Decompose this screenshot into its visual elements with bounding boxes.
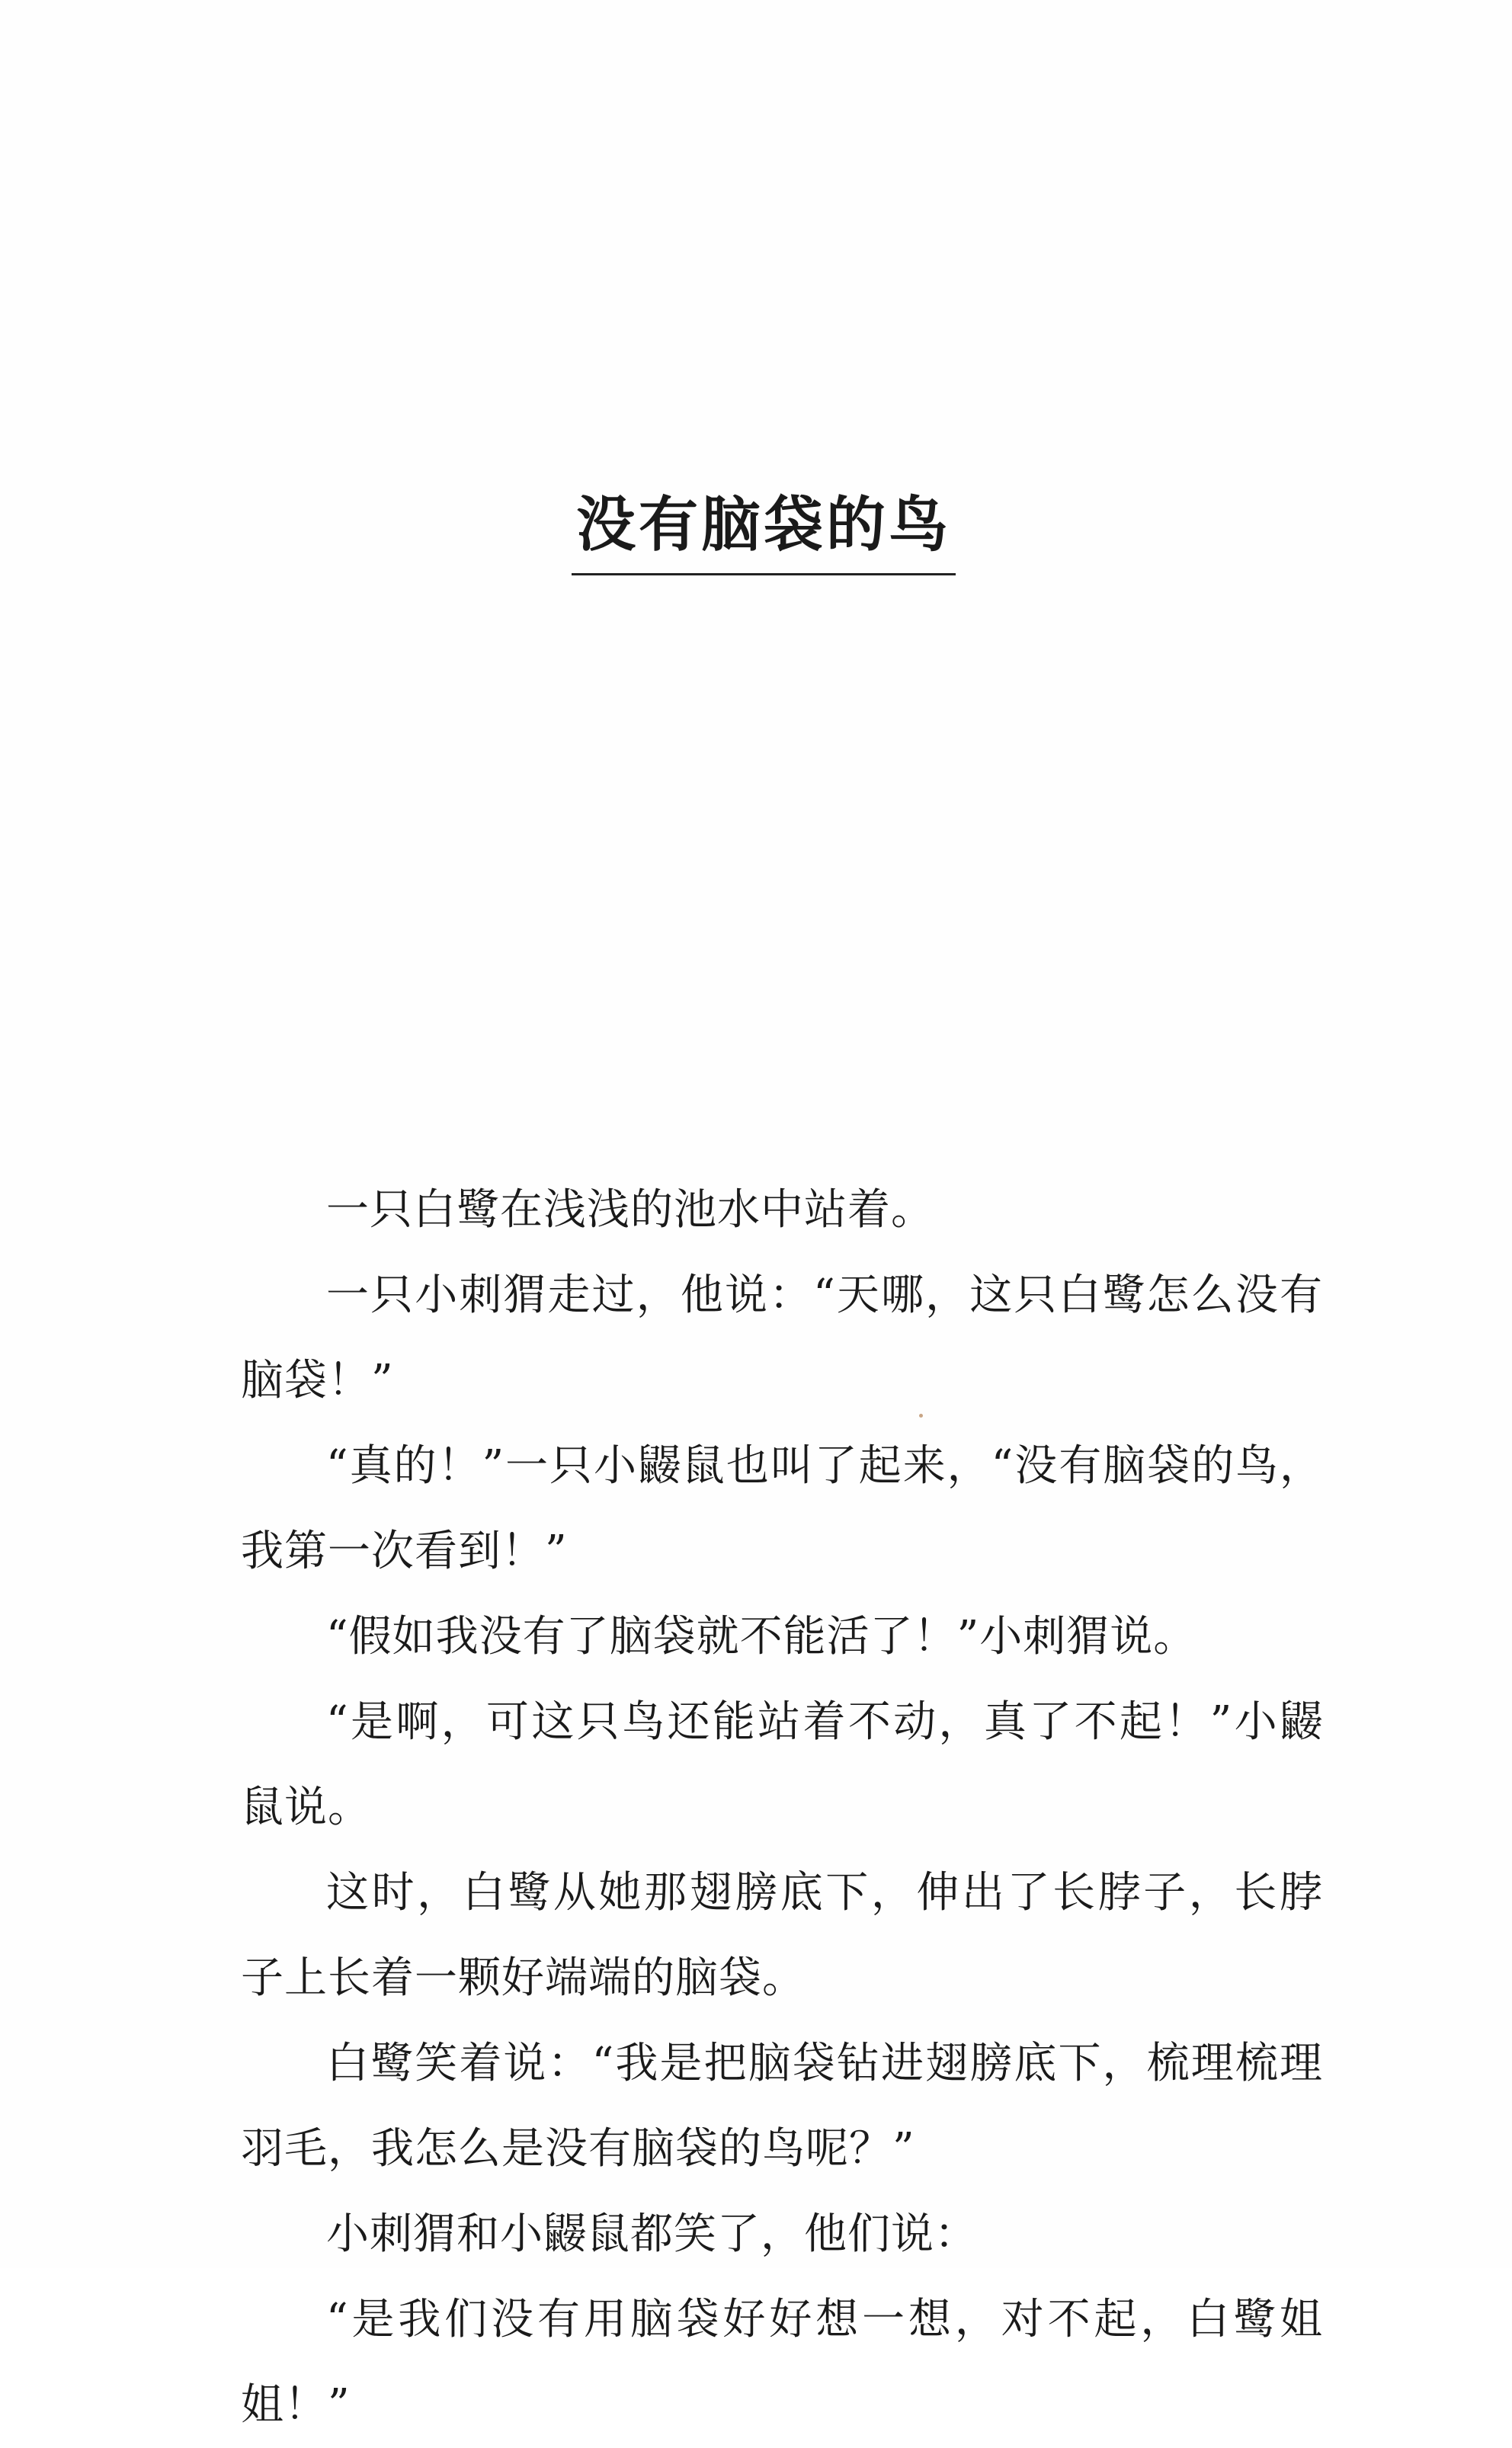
paragraph: 这时，白鹭从她那翅膀底下，伸出了长脖子，长脖子上长着一颗好端端的脑袋。 bbox=[241, 1868, 1323, 2003]
story-title: 没有脑袋的鸟 bbox=[572, 489, 956, 575]
paper-speck bbox=[919, 1414, 923, 1418]
story-body bbox=[241, 1168, 1323, 2448]
paragraph: “假如我没有了脑袋就不能活了！”小刺猬说。 bbox=[326, 1612, 1197, 1661]
paragraph: “真的！”一只小鼹鼠也叫了起来，“没有脑袋的鸟，我第一次看到！” bbox=[241, 1441, 1323, 1576]
paragraph: 一只小刺猬走过，他说：“天哪，这只白鹭怎么没有脑袋！” bbox=[241, 1270, 1323, 1405]
paragraph: “是啊，可这只鸟还能站着不动，真了不起！”小鼹鼠说。 bbox=[241, 1697, 1323, 1832]
title-area bbox=[0, 450, 1512, 615]
paragraph: 小刺猬和小鼹鼠都笑了，他们说： bbox=[326, 2209, 978, 2259]
paragraph: 白鹭笑着说：“我是把脑袋钻进翅膀底下，梳理梳理羽毛，我怎么是没有脑袋的鸟呢？” bbox=[241, 2039, 1323, 2174]
paragraph: “是我们没有用脑袋好好想一想，对不起，白鹭姐姐！” bbox=[241, 2295, 1323, 2430]
paragraph: 一只白鹭在浅浅的池水中站着。 bbox=[326, 1185, 934, 1235]
